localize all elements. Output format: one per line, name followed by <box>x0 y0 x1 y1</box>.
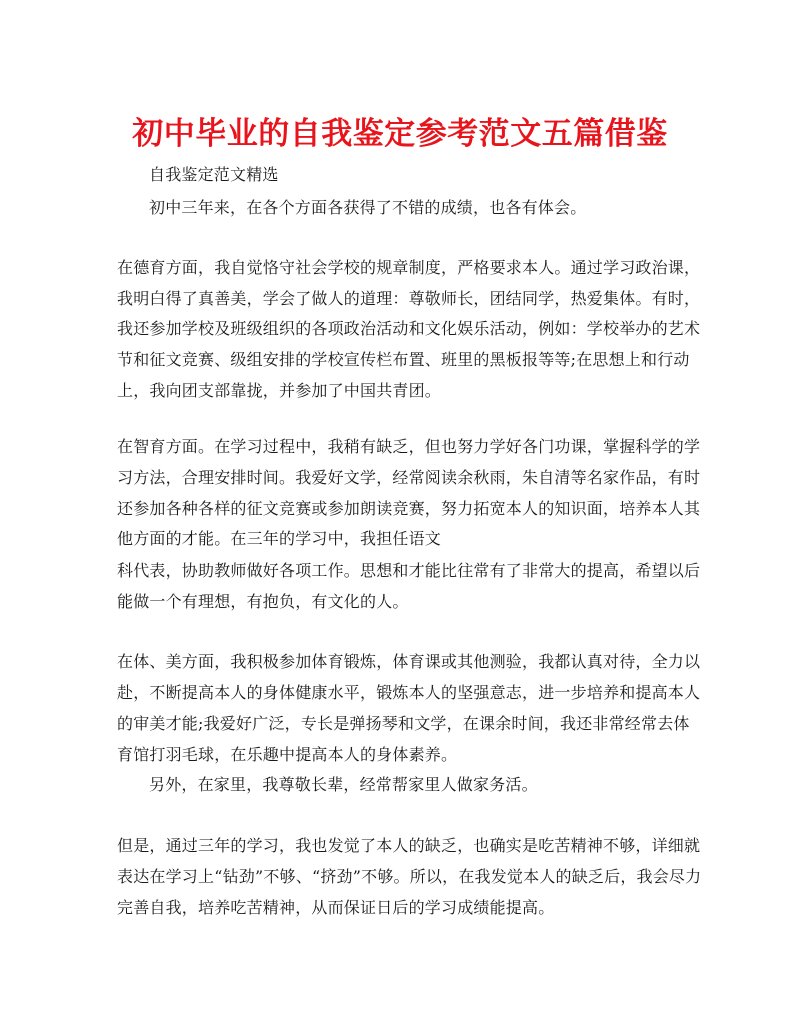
conclusion-paragraph-line: 但是，通过三年的学习，我也发觉了本人的缺乏，也确实是吃苦精神不够，详细就 <box>117 836 701 855</box>
document-title: 初中毕业的自我鉴定参考范文五篇借鉴 <box>132 116 668 152</box>
conclusion-paragraph-line: 完善自我，培养吃苦精神，从而保证日后的学习成绩能提高。 <box>117 898 555 917</box>
subtitle: 自我鉴定范文精选 <box>149 165 279 184</box>
intro-paragraph: 初中三年来，在各个方面各获得了不错的成绩，也各有体会。 <box>149 198 587 217</box>
intellect-paragraph-line: 习方法，合理安排时间。我爱好文学，经常阅读余秋雨，朱自清等名家作品，有时 <box>117 468 701 487</box>
home-paragraph: 另外，在家里，我尊敬长辈，经常帮家里人做家务活。 <box>149 775 538 794</box>
intellect-paragraph-line: 科代表，协助教师做好各项工作。思想和才能比往常有了非常大的提高，希望以后 <box>117 561 701 580</box>
physical-paragraph-line: 育馆打羽毛球，在乐趣中提高本人的身体素养。 <box>117 745 458 764</box>
physical-paragraph-line: 赴，不断提高本人的身体健康水平，锻炼本人的坚强意志，进一步培养和提高本人 <box>117 683 701 702</box>
intellect-paragraph-line: 能做一个有理想，有抱负，有文化的人。 <box>117 592 409 611</box>
intellect-paragraph-line: 他方面的才能。在三年的学习中，我担任语文 <box>117 529 442 548</box>
moral-paragraph-line: 在德育方面，我自觉恪守社会学校的规章制度，严格要求本人。通过学习政治课， <box>117 258 701 277</box>
moral-paragraph-line: 上，我向团支部靠拢，并参加了中国共青团。 <box>117 381 442 400</box>
intellect-paragraph-line: 在智育方面。在学习过程中，我稍有缺乏，但也努力学好各门功课，掌握科学的学 <box>117 437 701 456</box>
moral-paragraph-line: 节和征文竞赛、级组安排的学校宣传栏布置、班里的黑板报等等;在思想上和行动 <box>117 350 690 369</box>
physical-paragraph-line: 在体、美方面，我积极参加体育锻炼，体育课或其他测验，我都认真对待，全力以 <box>117 652 701 671</box>
physical-paragraph-line: 的审美才能;我爱好广泛，专长是弹扬琴和文学，在课余时间，我还非常经常去体 <box>117 714 690 733</box>
intellect-paragraph-line: 还参加各种各样的征文竞赛或参加朗读竞赛，努力拓宽本人的知识面，培养本人其 <box>117 499 701 518</box>
moral-paragraph-line: 我还参加学校及班级组织的各项政治活动和文化娱乐活动，例如：学校举办的艺术 <box>117 319 701 338</box>
moral-paragraph-line: 我明白得了真善美，学会了做人的道理：尊敬师长，团结同学，热爱集体。有时， <box>117 289 701 308</box>
conclusion-paragraph-line: 表达在学习上“钻劲”不够、“挤劲”不够。所以，在我发觉本人的缺乏后，我会尽力 <box>117 867 702 886</box>
